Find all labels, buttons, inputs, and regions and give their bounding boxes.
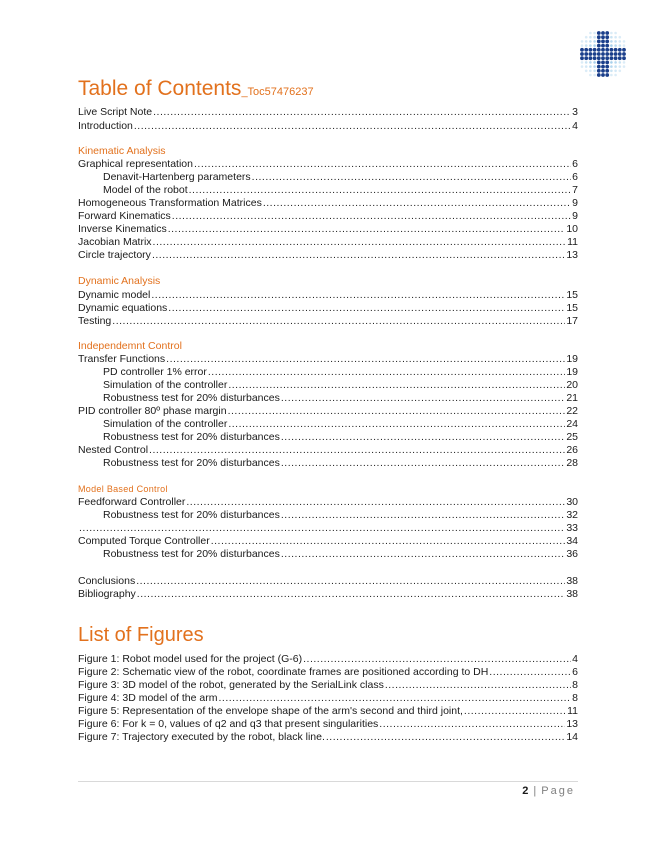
toc-entry[interactable]: Feedforward Controller ..... 30 (78, 496, 578, 509)
logo-dot (610, 70, 613, 73)
toc-anchor: _Toc57476237 (241, 86, 314, 98)
logo-dot (610, 40, 613, 43)
logo-dot (581, 61, 584, 64)
logo-cross-dot (601, 65, 605, 69)
logo-cross-dot (605, 48, 609, 52)
logo-dot (610, 65, 613, 68)
logo-cross-dot (584, 56, 588, 60)
logo-dot (593, 70, 596, 73)
logo-cross-dot (584, 52, 588, 56)
toc-entry[interactable]: Robustness test for 20% disturbances ..... 25 (78, 431, 578, 444)
logo-dot (614, 44, 617, 47)
logo-dot (589, 70, 592, 73)
logo-cross-dot (618, 52, 622, 56)
logo-cross-dot (614, 52, 618, 56)
logo-cross-dot (601, 40, 605, 44)
logo-dot (589, 61, 592, 64)
logo-dot (623, 61, 626, 64)
logo-cross-dot (614, 48, 618, 52)
toc-entry[interactable]: Testing ..... 17 (78, 315, 578, 328)
logo-cross-dot (597, 40, 601, 44)
logo-dot (593, 74, 596, 77)
logo-cross-dot (622, 48, 626, 52)
logo-cross-dot (597, 69, 601, 73)
toc-entry[interactable]: Dynamic equations ..... 15 (78, 302, 578, 315)
logo-cross-dot (580, 52, 584, 56)
logo-cross-dot (597, 44, 601, 48)
toc-entry[interactable]: ..... 33 (78, 522, 578, 535)
toc-entry-bibliography[interactable]: Bibliography ..... 38 (78, 588, 578, 601)
logo-cross-dot (601, 35, 605, 39)
logo-dot (614, 74, 617, 77)
logo-cross-dot (601, 48, 605, 52)
logo-dot (589, 40, 592, 43)
logo-cross-dot (601, 69, 605, 73)
logo-dot (614, 65, 617, 68)
page-number: 2 (522, 785, 529, 797)
toc-entry[interactable]: Graphical representation ..... 6 (78, 158, 578, 171)
logo-cross-dot (605, 44, 609, 48)
logo-dot (614, 61, 617, 64)
toc-entry[interactable]: Robustness test for 20% disturbances ..... 28 (78, 457, 578, 470)
logo-cross-dot (610, 48, 614, 52)
logo-dot (589, 74, 592, 77)
section-heading-model-based: Model Based Control (78, 484, 168, 494)
logo-cross-dot (618, 56, 622, 60)
toc-entry[interactable]: Transfer Functions ..... 19 (78, 353, 578, 366)
logo-dot (589, 65, 592, 68)
logo-cross-dot (580, 56, 584, 60)
logo-dot (614, 36, 617, 39)
section-heading-independent-control: Independemnt Control (78, 340, 182, 352)
logo-cross-dot (610, 52, 614, 56)
logo-cross-dot (605, 69, 609, 73)
logo-dot (589, 36, 592, 39)
logo-dot (614, 70, 617, 73)
logo-cross-dot (601, 61, 605, 65)
logo-dot (610, 74, 613, 77)
logo-dot (593, 36, 596, 39)
logo-cross-dot (584, 48, 588, 52)
toc-entry[interactable]: Dynamic model ..... 15 (78, 289, 578, 302)
logo-cross-dot (614, 56, 618, 60)
toc-entry[interactable]: Computed Torque Controller ..... 34 (78, 535, 578, 548)
logo-dot (593, 44, 596, 47)
logo-dot (610, 44, 613, 47)
logo-dot (619, 36, 622, 39)
logo-dot (593, 65, 596, 68)
lof-title: List of Figures (78, 624, 204, 646)
section-heading-dynamic: Dynamic Analysis (78, 275, 161, 287)
logo-dot (619, 61, 622, 64)
figure-entry[interactable]: Figure 6: For k = 0, values of q2 and q3 that present singularities ..... 13 (78, 718, 578, 731)
toc-entry[interactable]: PID controller 80º phase margin ..... 22 (78, 405, 578, 418)
logo-dot (585, 61, 588, 64)
logo-dot (581, 40, 584, 43)
toc-entry[interactable]: Simulation of the controller ..... 24 (78, 418, 578, 431)
page-footer (522, 785, 575, 797)
logo-cross-dot (605, 52, 609, 56)
logo-dot (619, 40, 622, 43)
logo-cross-dot (605, 35, 609, 39)
logo-cross-dot (622, 56, 626, 60)
figure-entry[interactable]: Figure 5: Representation of the envelope shape of the arm's second and third joint, ..... 11 (78, 705, 578, 718)
logo-dot (610, 36, 613, 39)
toc-entry[interactable]: Simulation of the controller ..... 20 (78, 379, 578, 392)
logo-cross-dot (618, 48, 622, 52)
toc-entry[interactable]: Inverse Kinematics ..... 10 (78, 223, 578, 236)
figure-entry[interactable]: Figure 2: Schematic view of the robot, coordinate frames are positioned according to DH ..... 6 (78, 666, 578, 679)
logo-cross-dot (597, 61, 601, 65)
logo-cross-dot (605, 31, 609, 35)
logo-cross-dot (597, 65, 601, 69)
logo-dot (623, 44, 626, 47)
logo-cross-dot (601, 44, 605, 48)
logo-dot (610, 61, 613, 64)
logo-dot (581, 44, 584, 47)
toc-entry[interactable]: Nested Control ..... 26 (78, 444, 578, 457)
logo-cross-dot (589, 56, 593, 60)
toc-entry[interactable]: Homogeneous Transformation Matrices ..... 9 (78, 197, 578, 210)
logo-dot (623, 65, 626, 68)
logo-cross-dot (597, 52, 601, 56)
logo-cross-dot (605, 56, 609, 60)
logo-cross-dot (589, 48, 593, 52)
logo-cross-dot (597, 56, 601, 60)
logo-dot (585, 44, 588, 47)
footer-divider (78, 781, 578, 782)
logo-cross-dot (622, 52, 626, 56)
toc-entry-conclusions[interactable]: Conclusions ..... 38 (78, 575, 578, 588)
toc-entry[interactable]: Circle trajectory ..... 13 (78, 249, 578, 262)
logo-cross-dot (593, 48, 597, 52)
logo-cross-dot (597, 73, 601, 77)
logo-dot (585, 36, 588, 39)
logo-dot (619, 44, 622, 47)
toc-entry[interactable]: Robustness test for 20% disturbances ..... 32 (78, 509, 578, 522)
logo-cross-dot (601, 52, 605, 56)
logo-dot (589, 32, 592, 35)
logo-cross-dot (593, 52, 597, 56)
logo-cross-dot (580, 48, 584, 52)
toc-entry-introduction[interactable]: Introduction ..... 4 (78, 120, 578, 133)
logo-cross-dot (597, 35, 601, 39)
toc-entry[interactable]: Robustness test for 20% disturbances ..... 21 (78, 392, 578, 405)
toc-entry[interactable]: Jacobian Matrix ..... 11 (78, 236, 578, 249)
logo-cross-dot (601, 73, 605, 77)
toc-entry-live-script-note[interactable]: Live Script Note ..... 3 (78, 106, 578, 119)
figure-entry[interactable]: Figure 7: Trajectory executed by the robot, black line. ..... 14 (78, 731, 578, 744)
toc-entry[interactable]: Forward Kinematics ..... 9 (78, 210, 578, 223)
logo-cross-dot (605, 61, 609, 65)
logo-cross-dot (601, 31, 605, 35)
logo-dot (589, 44, 592, 47)
figure-entry[interactable]: Figure 3: 3D model of the robot, generated by the SerialLink class ..... 8 (78, 679, 578, 692)
logo-cross-dot (597, 48, 601, 52)
figure-entry[interactable]: Figure 1: Robot model used for the project (G-6) ..... 4 (78, 653, 578, 666)
logo-cross-dot (601, 56, 605, 60)
logo-dot (610, 32, 613, 35)
logo-dot (585, 40, 588, 43)
logo-cross-dot (610, 56, 614, 60)
logo-dot (593, 32, 596, 35)
logo-dot (585, 65, 588, 68)
logo-dot (581, 65, 584, 68)
logo-cross-dot (593, 56, 597, 60)
toc-title: Table of Contents_Toc57476237 (78, 77, 314, 100)
logo-cross-dot (605, 40, 609, 44)
logo-dot (593, 61, 596, 64)
figure-entry[interactable]: Figure 4: 3D model of the arm ..... 8 (78, 692, 578, 705)
logo-dot (585, 70, 588, 73)
logo-cross-dot (605, 73, 609, 77)
toc-entry[interactable]: Model of the robot ..... 7 (78, 184, 578, 197)
toc-entry[interactable]: Denavit-Hartenberg parameters ..... 6 (78, 171, 578, 184)
logo-dot (614, 32, 617, 35)
toc-entry[interactable]: Robustness test for 20% disturbances ..... 36 (78, 548, 578, 561)
logo-icon (577, 28, 629, 80)
logo-dot (593, 40, 596, 43)
logo-dot (614, 40, 617, 43)
logo-cross-dot (597, 31, 601, 35)
logo-dot (619, 70, 622, 73)
logo-cross-dot (589, 52, 593, 56)
footer-separator: | (533, 785, 537, 797)
page-word: Page (541, 785, 575, 797)
logo-dot (623, 40, 626, 43)
logo-dot (619, 65, 622, 68)
toc-entry[interactable]: PD controller 1% error ..... 19 (78, 366, 578, 379)
logo-cross-dot (605, 65, 609, 69)
section-heading-kinematic: Kinematic Analysis (78, 145, 166, 157)
